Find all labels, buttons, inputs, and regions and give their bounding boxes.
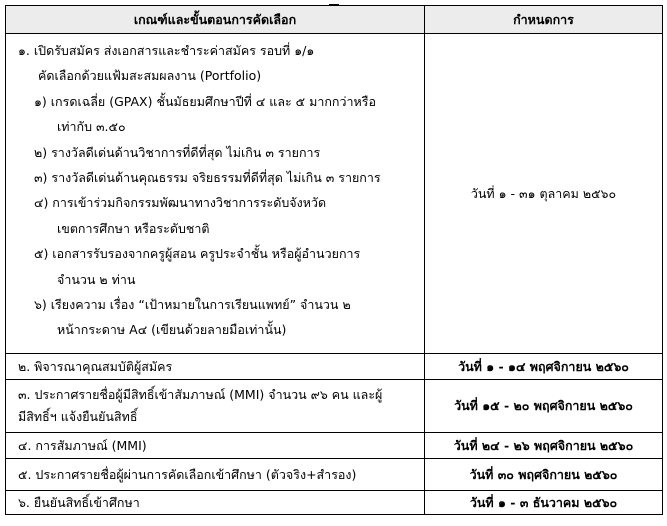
criterion-6-line-2: หน้ากระดาษ A๔ (เขียนด้วยลายมือเท่านั้น) [57, 322, 287, 338]
step-4-date: วันที่ ๒๔ - ๒๖ พฤศจิกายน ๒๕๖๐ [425, 433, 663, 459]
step-5-date: วันที่ ๓๐ พฤศจิกายน ๒๕๖๐ [425, 459, 663, 491]
criterion-4-line-2: เขตการศึกษา หรือระดับชาติ [57, 220, 210, 236]
criterion-3-line-1: ๓) รางวัลดีเด่นด้านคุณธรรม จริยธรรมที่ดีที่สุด ไม่เกิน ๓ รายการ [34, 169, 381, 185]
table-row-step-6 [6, 491, 663, 515]
step-3-criteria-line-1: ๓. ประกาศรายชื่อผู้มีสิทธิ์เข้าสัมภาษณ์ (MMI) จำนวน ๙๖ คน และผู้ [18, 387, 383, 402]
step-1-title: ๑. เปิดรับสมัคร ส่งเอกสารและชำระค่าสมัคร รอบที่ ๑/๑ [18, 43, 315, 58]
table-row-step-5 [6, 459, 663, 491]
step-5-criteria: ๕. ประกาศรายชื่อผู้ผ่านการคัดเลือกเข้าศึกษา (ตัวจริง+สำรอง) [6, 459, 425, 491]
step-2-criteria: ๒. พิจารณาคุณสมบัติผู้สมัคร [6, 354, 425, 380]
criteria-column-header: เกณฑ์และขั้นตอนการคัดเลือก [6, 6, 425, 34]
criterion-4-line-1: ๔) การเข้าร่วมกิจกรรมพัฒนาทางวิชาการระดับจังหวัด [34, 195, 327, 211]
criterion-5-line-1: ๕) เอกสารรับรองจากครูผู้สอน ครูประจำชั้น หรือผู้อำนวยการ [34, 246, 361, 262]
table-row-step-1 [6, 34, 663, 354]
criterion-6-line-1: ๖) เรียงความ เรื่อง “เป้าหมายในการเรียนแพทย์” จำนวน ๒ [34, 296, 351, 312]
step-2-date: วันที่ ๑ - ๑๔ พฤศจิกายน ๒๕๖๐ [425, 354, 663, 380]
table-row-step-3 [6, 380, 663, 433]
step-6-criteria: ๖. ยืนยันสิทธิ์เข้าศึกษา [6, 491, 425, 515]
step-1-subtitle: คัดเลือกด้วยแฟ้มสะสมผลงาน (Portfolio) [38, 68, 262, 84]
table-row-step-4 [6, 433, 663, 459]
step-3-criteria-line-2: มีสิทธิ์ฯ แจ้งยืนยันสิทธิ์ [18, 409, 138, 424]
step-1-criteria-cell [6, 34, 425, 354]
step-6-date: วันที่ ๑ - ๓ ธันวาคม ๒๕๖๐ [425, 491, 663, 515]
criterion-1-line-2: เท่ากับ ๓.๕๐ [57, 119, 126, 135]
selection-schedule-table [5, 5, 663, 515]
criterion-2-line-1: ๒) รางวัลดีเด่นด้านวิชาการที่ดีที่สุด ไม่เกิน ๓ รายการ [34, 144, 321, 160]
table-row-step-2 [6, 354, 663, 380]
step-3-date: วันที่ ๑๕ - ๒๐ พฤศจิกายน ๒๕๖๐ [425, 380, 663, 433]
schedule-column-header: กำหนดการ [425, 6, 663, 34]
step-4-criteria: ๔. การสัมภาษณ์ (MMI) [6, 433, 425, 459]
step-3-criteria-cell [6, 380, 425, 433]
criterion-1-line-1: ๑) เกรดเฉลี่ย (GPAX) ชั้นมัธยมศึกษาปีที่ ๔ และ ๕ มากกว่าหรือ [34, 93, 377, 109]
step-1-date: วันที่ ๑ - ๓๑ ตุลาคม ๒๕๖๐ [425, 34, 663, 354]
table-header-row [6, 6, 663, 34]
criterion-5-line-2: จำนวน ๒ ท่าน [57, 271, 136, 287]
